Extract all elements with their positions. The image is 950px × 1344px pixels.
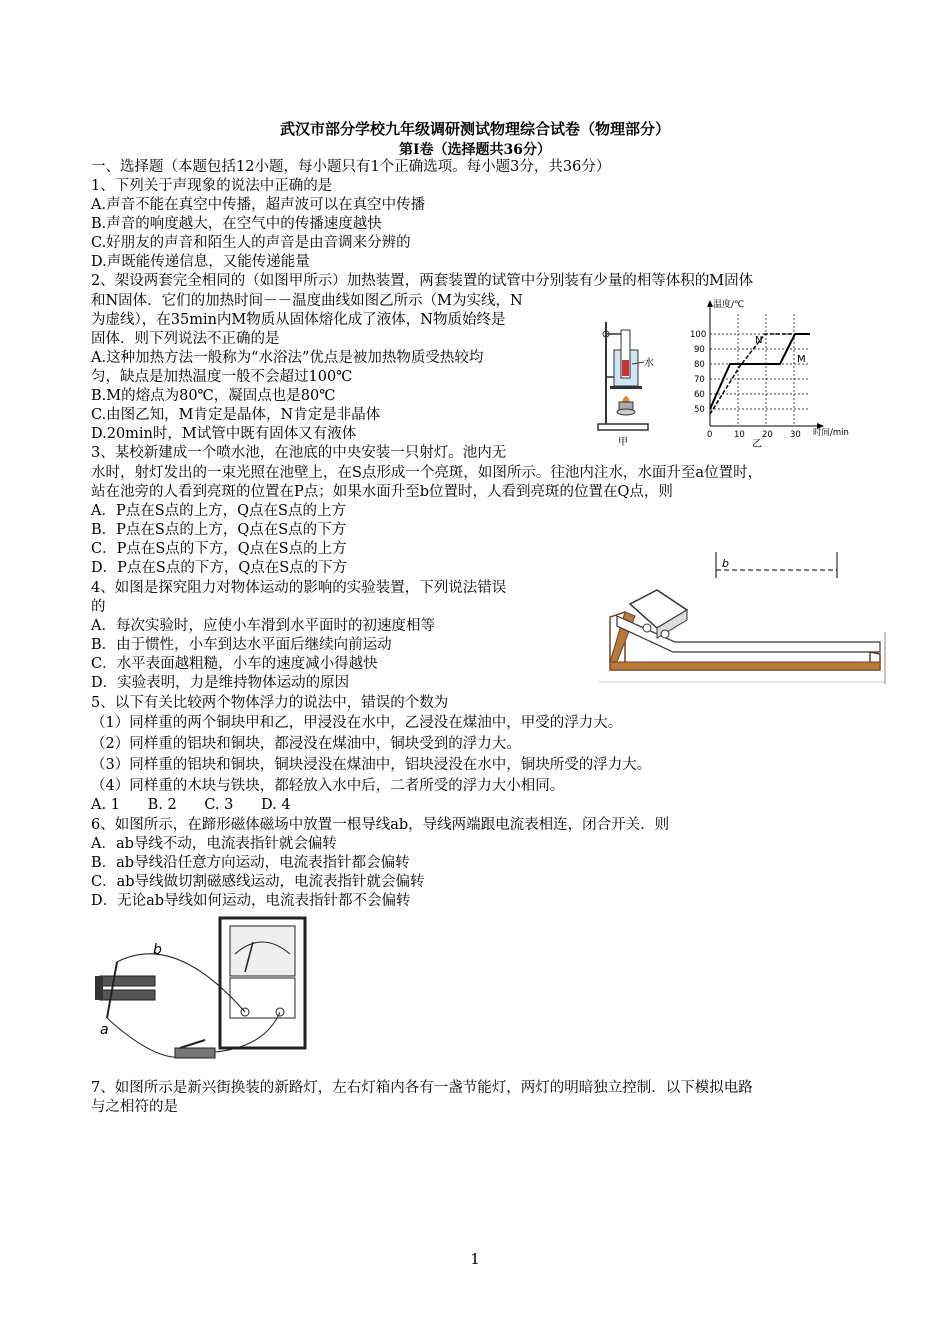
y-tick: 90 [694, 345, 705, 355]
text-line: 2、架设两套完全相同的（如图甲所示）加热装置，两套装置的试管中分别装有少量的相等体积的M固体 [91, 273, 754, 289]
b-label: b [153, 942, 162, 958]
y-tick: 50 [694, 405, 705, 415]
b-level-label: b [722, 557, 729, 570]
x-axis-label: 时间/min [813, 428, 849, 438]
text-line: 与之相符的是 [91, 1099, 178, 1115]
text-line: C．P点在S点的下方，Q点在S点的上方 [91, 541, 347, 557]
figure-label-jia: 甲 [618, 437, 628, 447]
text-line: C．ab导线做切割磁感线运动，电流表指针就会偏转 [91, 874, 425, 890]
figure-label-yi: 乙 [752, 439, 762, 450]
text-line: 7、如图所示是新兴街换装的新路灯，左右灯箱内各有一盏节能灯，两灯的明暗独立控制．以下模拟电路 [91, 1080, 753, 1096]
text-line: B.M的熔点为80℃，凝固点也是80℃ [91, 388, 336, 404]
text-line: 1、下列关于声现象的说法中正确的是 [91, 178, 333, 194]
text-line: A.这种加热方法一般称为“水浴法”优点是被加热物质受热较均 [91, 350, 484, 366]
text-line: D.声既能传递信息，又能传递能量 [91, 254, 310, 270]
n-label: N [755, 335, 763, 346]
y-tick: 100 [690, 330, 707, 340]
text-line: D．实验表明，力是维持物体运动的原因 [91, 675, 350, 691]
text-line: 3、某校新建成一个喷水池，在池底的中央安装一只射灯。池内无 [91, 445, 507, 461]
x-tick: 20 [762, 430, 773, 440]
text-line: A．ab导线不动，电流表指针就会偏转 [91, 836, 337, 852]
text-line: D．P点在S点的下方，Q点在S点的下方 [91, 560, 348, 576]
text-line: C.由图乙知，M肯定是晶体，N肯定是非晶体 [91, 407, 381, 423]
text-line: 水时，射灯发出的一束光照在池壁上，在S点形成一个亮斑，如图所示。往池内注水，水面升至a位置时， [91, 465, 763, 481]
text-line: 的 [91, 599, 106, 615]
heating-apparatus-figure [588, 312, 660, 447]
text-line: 固体．则下列说法不正确的是 [91, 331, 280, 347]
text-line: D.20min时，M试管中既有固体又有液体 [91, 426, 357, 442]
text-line: A.声音不能在真空中传播，超声波可以在真空中传播 [91, 197, 426, 213]
text-line: 4、如图是探究阻力对物体运动的影响的实验装置，下列说法错误 [91, 580, 507, 596]
induction-circuit-figure [95, 912, 320, 1070]
text-line: 匀，缺点是加热温度一般不会超过100℃ [91, 369, 353, 385]
y-tick: 70 [694, 375, 705, 385]
text-line: （3）同样重的铝块和铜块，铜块浸没在煤油中，铝块浸没在水中，铜块所受的浮力大。 [91, 757, 652, 773]
text-line: 为虚线），在35min内M物质从固体熔化成了液体，N物质始终是 [91, 312, 506, 328]
y-tick: 60 [694, 390, 705, 400]
text-line: B.声音的响度越大，在空气中的传播速度越快 [91, 216, 382, 232]
page-number: 1 [470, 1250, 480, 1268]
text-line: B．P点在S点的上方，Q点在S点的下方 [91, 522, 347, 538]
text-line: （4）同样重的木块与铁块，都轻放入水中后，二者所受的浮力大小相同。 [91, 778, 565, 794]
x-tick: 0 [707, 430, 713, 440]
x-tick: 30 [790, 430, 801, 440]
text-line: B．ab导线沿任意方向运动，电流表指针都会偏转 [91, 855, 410, 871]
y-axis-label: 温度/℃ [713, 300, 745, 310]
section-title: 第Ⅰ卷（选择题共36分） [398, 142, 552, 158]
text-line: A．P点在S点的上方，Q点在S点的上方 [91, 503, 346, 519]
incline-cart-figure [595, 582, 890, 687]
page-title: 武汉市部分学校九年级调研测试物理综合试卷（物理部分） [279, 120, 670, 138]
m-label: M [797, 354, 806, 365]
text-line: （2）同样重的铝块和铜块，都浸没在煤油中，铜块受到的浮力大。 [91, 736, 521, 752]
y-tick: 80 [694, 360, 705, 370]
text-line: A. 1 B. 2 C. 3 D. 4 [91, 797, 291, 813]
a-label: a [100, 1022, 109, 1038]
text-line: A．每次实验时，应使小车滑到水平面时的初速度相等 [91, 618, 435, 634]
x-tick: 10 [734, 430, 745, 440]
text-line: 5、以下有关比较两个物体浮力的说法中，错误的个数为 [91, 695, 449, 711]
temperature-time-graph [680, 294, 870, 450]
text-line: C．水平表面越粗糙，小车的速度减小得越快 [91, 656, 378, 672]
text-line: 站在池旁的人看到亮斑的位置在P点；如果水面升至b位置时，人看到亮斑的位置在Q点，则 [91, 484, 673, 500]
water-label: 水 [644, 358, 654, 369]
text-line: （1）同样重的两个铜块甲和乙，甲浸没在水中，乙浸没在煤油中，甲受的浮力大。 [91, 715, 623, 731]
text-line: 6、如图所示，在蹄形磁体磁场中放置一根导线ab，导线两端跟电流表相连，闭合开关．则 [91, 817, 670, 833]
water-level-figure [710, 550, 845, 582]
text-line: B．由于惯性，小车到达水平面后继续向前运动 [91, 637, 392, 653]
text-line: 和N固体．它们的加热时间－－温度曲线如图乙所示（M为实线，N [91, 293, 523, 309]
text-line: D．无论ab导线如何运动，电流表指针都不会偏转 [91, 893, 411, 909]
text-line: C.好朋友的声音和陌生人的声音是由音调来分辨的 [91, 235, 411, 251]
text-line: 一、选择题（本题包括12小题，每小题只有1个正确选项。每小题3分，共36分） [91, 159, 611, 175]
